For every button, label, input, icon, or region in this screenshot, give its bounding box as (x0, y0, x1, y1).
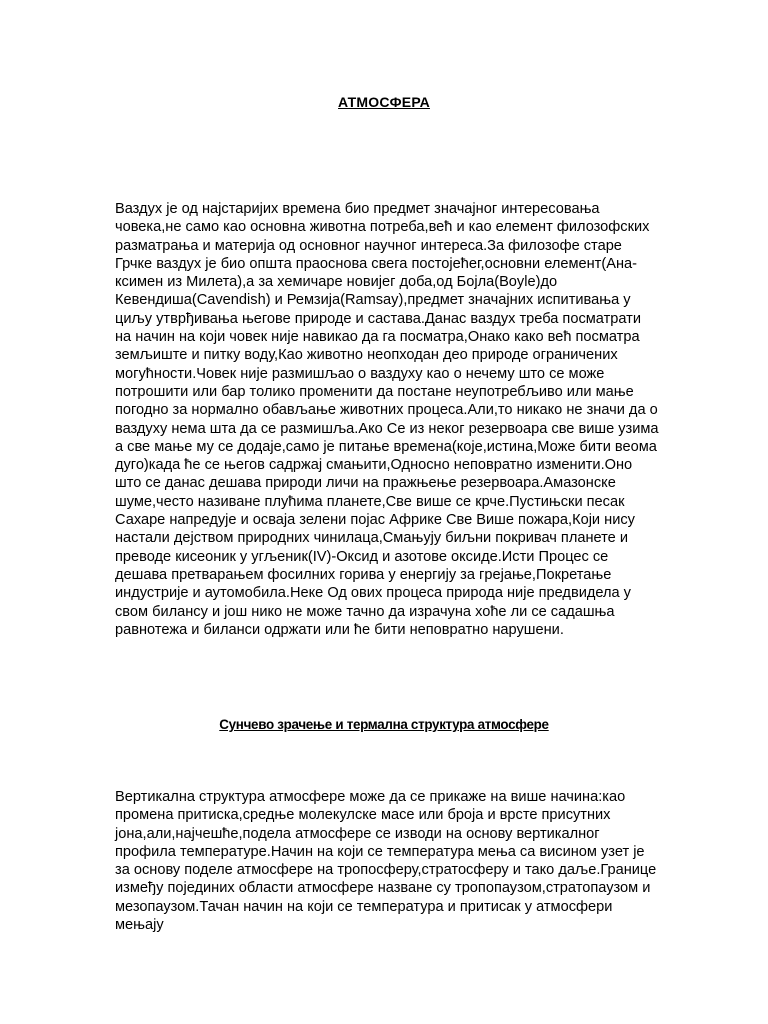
body-paragraph-1: Ваздух је од најстаријих времена био предмет значајног интересовања човека,не само као основна животна потреба,већ и као елемент филозофских разматрања и материја од основног научног интереса.За филозофе старе Грчке ваздух је био општа праоснова свега постојећег,основни елемент(Ана-ксимен из Милета),а за хемичаре новијег доба,од Бојла(Boyle)до Кевендиша(Cavendish) и Ремзија(Ramsay),предмет значајних испитивања у циљу утврђивања његове природе и састава.Данас ваздух треба посматрати на начин на који човек није навикао да га посматра,Онако како већ посматра земљиште и питку воду,Као животно неопходан део природе ограничених могућности.Човек није размишљао о ваздуху као о нечему што се може потрошити или бар толико променити да постане неупотребљиво или мање погодно за нормално обављање животних процеса.Али,то никако не значи да о ваздуху нема шта да се размишља.Ако Се из неког резервоара све више узима а све мање му се додаје,само је питање времена(које,истина,Може бити веома дуго)када ће се његов садржај смањити,Односно неповратно изменити.Оно што се данас дешава природи личи на пражњење резервоара.Амазонске шуме,често називане плућима планете,Све више се крче.Пустињски песак Сахаре напредује и осваја зелени појас Африке Све Више пожара,Који нису настали дејством природних чинилаца,Смањују биљни покривач планете и преводе кисеоник у угљеник(IV)-Оксид и азотове оксиде.Исти Процес се дешава претварањем фосилних горива у енергију за грејање,Покретање индустрије и аутомобила.Неке Од ових процеса природа није предвидела у свом билансу и још нико не може тачно да израчуна хоће ли се садашња равнотежа и биланси одржати или ће бити неповратно нарушени. (115, 201, 659, 638)
document-title: АТМОСФЕРА (338, 94, 430, 110)
section-heading: Сунчево зрачење и термална структура атмосфере (219, 717, 549, 732)
body-paragraph-2: Вертикална структура атмосфере може да се прикаже на више начина:као промена притиска,средње молекулске масе или броја и врсте присутних јона,али,најчешће,подела атмосфере се изводи на основу вертикалног профила температуре.Начин на који се температура мења са висином узет је за основу поделе атмосфере на тропосферу,стратосферу и тако даље.Границе између појединих области атмосфере назване су тропопаузом,стратопаузом и мезопаузом.Тачан начин на који се температура и притисак у атмосфери мењају (115, 789, 657, 934)
